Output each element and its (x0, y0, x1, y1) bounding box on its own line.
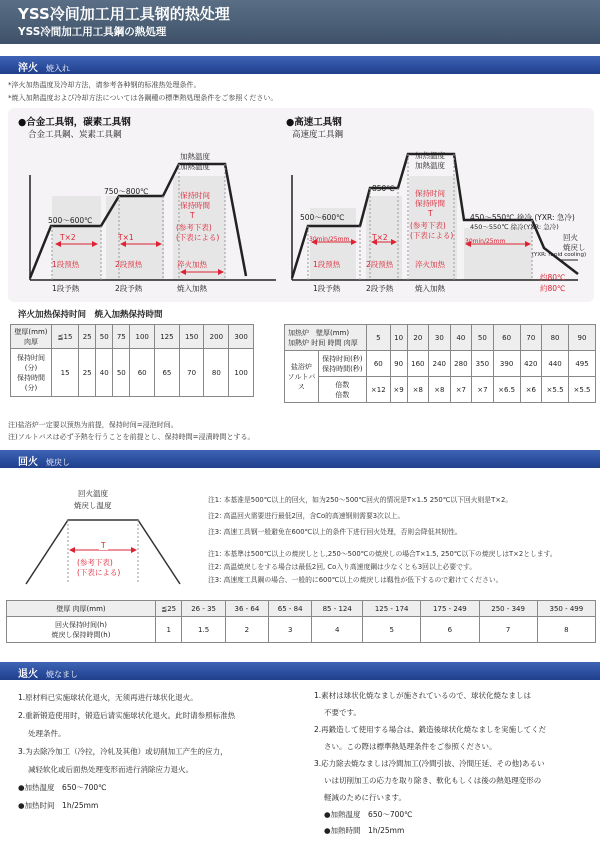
right-quench-cool-2: 450～550℃ 徐冷(YXR: 急冷) (470, 223, 559, 231)
col-head: 20 (407, 325, 429, 351)
anneal-jp-temp: ●加熱温度 650～700℃ (324, 810, 413, 819)
right-hold-cn: 保持时间 (415, 189, 445, 198)
quench-section-bar (0, 56, 600, 74)
col-head: 80 (542, 325, 569, 351)
temper-section-bar (0, 450, 600, 468)
table-cell: 65 (155, 349, 180, 397)
table-cell: 160 (407, 351, 429, 377)
temper-temp-jp: 焼戻し温度 (74, 501, 112, 510)
right-ref-jp: (下表による) (410, 231, 454, 240)
right-quench-cn: 淬火加热 (415, 260, 445, 269)
left-ref-jp: (下表による) (176, 233, 220, 242)
anneal-section-bar (0, 662, 600, 680)
left-heat-temp-cn: 加熱温度 (180, 152, 210, 161)
table-cell: 2 (225, 617, 268, 643)
col-head: 65 - 84 (269, 601, 312, 617)
col-head: 25 (79, 325, 96, 349)
table-cell: 50 (113, 349, 130, 397)
table-cell: 240 (429, 351, 451, 377)
temper-hold-table (6, 600, 596, 643)
page-title: YSS冷间加工用工具钢的热处理 (18, 5, 230, 23)
col-head: 300 (229, 325, 254, 349)
quench-note-jp: *焼入加熱温度および冷却方法については各鋼種の標準熱処理条件をご参照ください。 (8, 94, 278, 102)
salt-bath-note-cn: 注)盐浴炉一定要以预热为前提，保持时间=浸泡时间。 (8, 421, 178, 429)
anneal-cn-line: 1.原材料已实施球状化退火，无须再进行球状化退火。 (18, 693, 198, 702)
left-stage1-cn: 1段预热 (52, 260, 80, 269)
temper-notes-cn (208, 494, 512, 539)
table-cell: 25 (79, 349, 96, 397)
table-cell: ×6.5 (493, 377, 520, 403)
table-cell: 90 (390, 351, 407, 377)
right-heat-temp-cn: 加热温度 (415, 151, 445, 160)
right-stage1-cn: 1段预热 (313, 260, 341, 269)
right-about80-cn: 约80℃ (540, 273, 566, 282)
right-stage1-jp: 1段予熱 (313, 284, 341, 293)
anneal-jp-line: 不要です。 (324, 708, 361, 717)
table-cell: 70 (179, 349, 204, 397)
col-head: ≦25 (156, 601, 182, 617)
col-head: 90 (569, 325, 596, 351)
table-cell: ×5.5 (542, 377, 569, 403)
table-cell: 4 (312, 617, 363, 643)
left-quench-cn: 淬火加热 (177, 260, 207, 269)
anneal-jp-list (314, 690, 596, 841)
right-heat-temp-jp: 加熱温度 (415, 161, 445, 170)
right-yxr-rapid: (YXR: rapid cooling) (531, 252, 587, 258)
col-head: 250 - 349 (479, 601, 537, 617)
temper-table-head: 壁厚 肉厚(mm) (7, 601, 156, 617)
right-time30-b: 30min/25mm (465, 238, 506, 245)
anneal-cn-line: 3.为去除冷加工（冷拉，冷轧及其他）或切削加工产生的应力， (18, 747, 228, 756)
col-head: 50 (472, 325, 494, 351)
left-temp-500: 500～600℃ (48, 216, 93, 225)
temper-ref-jp: (下表による) (77, 568, 121, 577)
col-head: 70 (520, 325, 542, 351)
table-cell: 1 (156, 617, 182, 643)
col-head: 50 (96, 325, 113, 349)
right-panel-subtitle: 高速度工具鋼 (292, 130, 344, 140)
right-ref-cn: (参考下表) (410, 221, 446, 230)
table-cell: ×7 (472, 377, 494, 403)
hold-sec-label: 保持时间(秒) 保持時間(秒) (318, 351, 366, 377)
temper-section-label: 回火 焼戻し (18, 457, 70, 468)
right-temp-500: 500～600℃ (300, 213, 345, 222)
temper-note: 注1: 本基準は500℃以上の焼戻しとし,250～500℃の焼戻しの場合T×1.5, 250℃以下の焼戻しはT×2とします。 (208, 550, 557, 558)
table-cell: 350 (472, 351, 494, 377)
left-hold-t: T (190, 211, 195, 220)
temper-note: 注1: 本基准是500℃以上的回火，如为250～500℃回火的情况是T×1.5 250℃以下回火则是T×2。 (208, 496, 513, 504)
table-cell: 40 (96, 349, 113, 397)
col-head: 26 - 35 (182, 601, 225, 617)
col-head: 100 (130, 325, 155, 349)
anneal-cn-line: 2.重新锻造使用时，锻造后请实施球状化退火。此时请参照标准热 (18, 711, 236, 720)
temper-t: T (101, 541, 106, 550)
anneal-jp-time: ●加熱時間 1h/25mm (324, 826, 405, 835)
anneal-jp-line: さい。この際は標準熱処理条件をご参照ください。 (324, 742, 497, 751)
anneal-section-label: 退火 焼なまし (18, 669, 78, 680)
left-heat-temp-jp: 加熱温度 (180, 162, 210, 171)
left-temp-750: 750～800℃ (104, 187, 149, 196)
left-hold-table (10, 324, 254, 397)
col-head: ≦15 (52, 325, 79, 349)
right-quench-cool-1: 450～550℃ 徐冷 (YXR: 急冷) (470, 213, 575, 222)
right-time30-a: 30min/25mm (309, 236, 350, 243)
salt-bath-label: 盐浴炉 ソルトバス (285, 351, 319, 403)
temper-note: 注2: 高温回火需要进行最低2回，含Co的高速钢则需要3次以上。 (208, 512, 405, 520)
left-hold-jp: 保持時間 (180, 201, 210, 210)
table-cell: 420 (520, 351, 542, 377)
table-cell: ×8 (429, 377, 451, 403)
quench-note-cn: *淬火加热温度及冷却方法，请参考各种钢的标准热处理条件。 (8, 81, 201, 89)
right-stage2-jp: 2段予熱 (366, 284, 394, 293)
page-subtitle: YSS冷間加工用工具鋼の熱処理 (18, 26, 167, 38)
left-quench-jp: 焼入加熱 (177, 284, 207, 293)
anneal-cn-line: 处理条件。 (28, 729, 66, 738)
multiplier-label: 倍数 倍数 (318, 377, 366, 403)
left-stage2-cn: 2段预热 (115, 260, 143, 269)
right-panel-title: ●高速工具钢 (286, 117, 342, 128)
col-head: 40 (450, 325, 472, 351)
table-cell: 60 (130, 349, 155, 397)
anneal-cn-temp: ●加热温度 650～700℃ (18, 783, 107, 792)
col-head: 75 (113, 325, 130, 349)
table-cell: 390 (493, 351, 520, 377)
table-cell: ×9 (390, 377, 407, 403)
col-head: 36 - 64 (225, 601, 268, 617)
temper-table-row-head: 回火保持时间(h) 焼戻し保持時間(h) (7, 617, 156, 643)
left-table-title: 淬火加热保持时间 焼入加熱保持時間 (18, 310, 163, 320)
right-tx2: T×2 (372, 233, 388, 242)
left-stage2-jp: 2段予熱 (115, 284, 143, 293)
col-head: 5 (367, 325, 391, 351)
table-cell: 440 (542, 351, 569, 377)
right-hold-table (284, 324, 596, 403)
table-cell: ×5.5 (569, 377, 596, 403)
right-table-head: 加热炉 壁厚(mm) 加熱炉 时间 時間 肉厚 (285, 325, 367, 351)
anneal-jp-line: いは切削加工の応力を取り除き、軟化もしくは後の熱処理変形の (324, 776, 542, 785)
quench-section-label: 淬火 焼入れ (18, 63, 70, 74)
anneal-cn-time: ●加热时间 1h/25mm (18, 801, 99, 810)
table-cell: 5 (363, 617, 421, 643)
table-cell: 60 (367, 351, 391, 377)
col-head: 10 (390, 325, 407, 351)
anneal-jp-line: 2.再鍛造して使用する場合は、鍛造後球状化焼なましを実施してくだ (314, 725, 547, 734)
col-head: 200 (204, 325, 229, 349)
col-head: 175 - 249 (421, 601, 479, 617)
temper-notes-jp (208, 548, 557, 587)
left-table-head: 壁厚(mm) 肉厚 (11, 325, 52, 349)
table-cell: 80 (204, 349, 229, 397)
table-cell: ×12 (367, 377, 391, 403)
left-table-row-head: 保持时间 (分) 保持時間 (分) (11, 349, 52, 397)
temper-temp-cn: 回火温度 (78, 489, 108, 498)
temper-note: 注2: 高温焼戻しをする場合は最低2回, Co入り高速度鋼は少なくとも3回以上必要です。 (208, 563, 476, 571)
left-panel-subtitle: 合金工具鋼、炭素工具鋼 (28, 130, 122, 140)
table-cell: 7 (479, 617, 537, 643)
anneal-cn-list (18, 692, 235, 818)
table-cell: ×6 (520, 377, 542, 403)
col-head: 125 - 174 (363, 601, 421, 617)
table-cell: 280 (450, 351, 472, 377)
table-cell: 8 (537, 617, 595, 643)
table-cell: 15 (52, 349, 79, 397)
table-cell: ×7 (450, 377, 472, 403)
right-temp-850: 850℃ (372, 184, 395, 193)
anneal-jp-line: 1.素材は球状化焼なましが施されているので、球状化焼なましは (314, 691, 532, 700)
col-head: 85 - 124 (312, 601, 363, 617)
right-about80-jp: 約80℃ (540, 284, 566, 293)
right-temper-cn: 回火 (563, 233, 578, 242)
anneal-cn-line: 减轻软化或后面热处理变形而进行消除应力退火。 (28, 765, 193, 774)
right-stage2-cn: 2段预热 (366, 260, 394, 269)
col-head: 60 (493, 325, 520, 351)
table-cell: 100 (229, 349, 254, 397)
col-head: 350 - 499 (537, 601, 595, 617)
right-hold-jp: 保持時間 (415, 199, 445, 208)
left-stage1-jp: 1段予熱 (52, 284, 80, 293)
left-panel-title: ●合金工具钢，碳素工具钢 (18, 117, 131, 128)
salt-bath-note-jp: 注)ソルトバスは必ず予熱を行うことを前提とし、保持時間=浸漬時間とする。 (8, 433, 255, 441)
anneal-jp-line: 軽減のために行います。 (324, 793, 406, 802)
table-cell: 3 (269, 617, 312, 643)
col-head: 150 (179, 325, 204, 349)
temper-note: 注3: 高速工具钢一般避免在600℃以上的条件下进行回火处理，否则会降低其韧性。 (208, 528, 462, 536)
table-cell: 1.5 (182, 617, 225, 643)
table-cell: 6 (421, 617, 479, 643)
right-temper-jp: 焼戻し (563, 243, 586, 252)
table-cell: 495 (569, 351, 596, 377)
right-quench-jp: 焼入加熱 (415, 284, 445, 293)
left-hold-cn: 保持时间 (180, 191, 210, 200)
col-head: 125 (155, 325, 180, 349)
temper-note: 注3: 高速度工具鋼の場合、一般的に600℃以上の焼戻しは靱性が低下するので避けてください。 (208, 576, 503, 584)
left-ref-cn: (参考下表) (176, 223, 212, 232)
right-hold-t: T (428, 209, 433, 218)
temper-ref-cn: (参考下表) (77, 558, 113, 567)
left-tx2: T×2 (60, 233, 76, 242)
table-cell: ×8 (407, 377, 429, 403)
col-head: 30 (429, 325, 451, 351)
anneal-jp-line: 3.応力除去焼なましは冷間加工(冷間引抜、冷間圧延、その他)あるい (314, 759, 545, 768)
left-tx1: T×1 (118, 233, 134, 242)
